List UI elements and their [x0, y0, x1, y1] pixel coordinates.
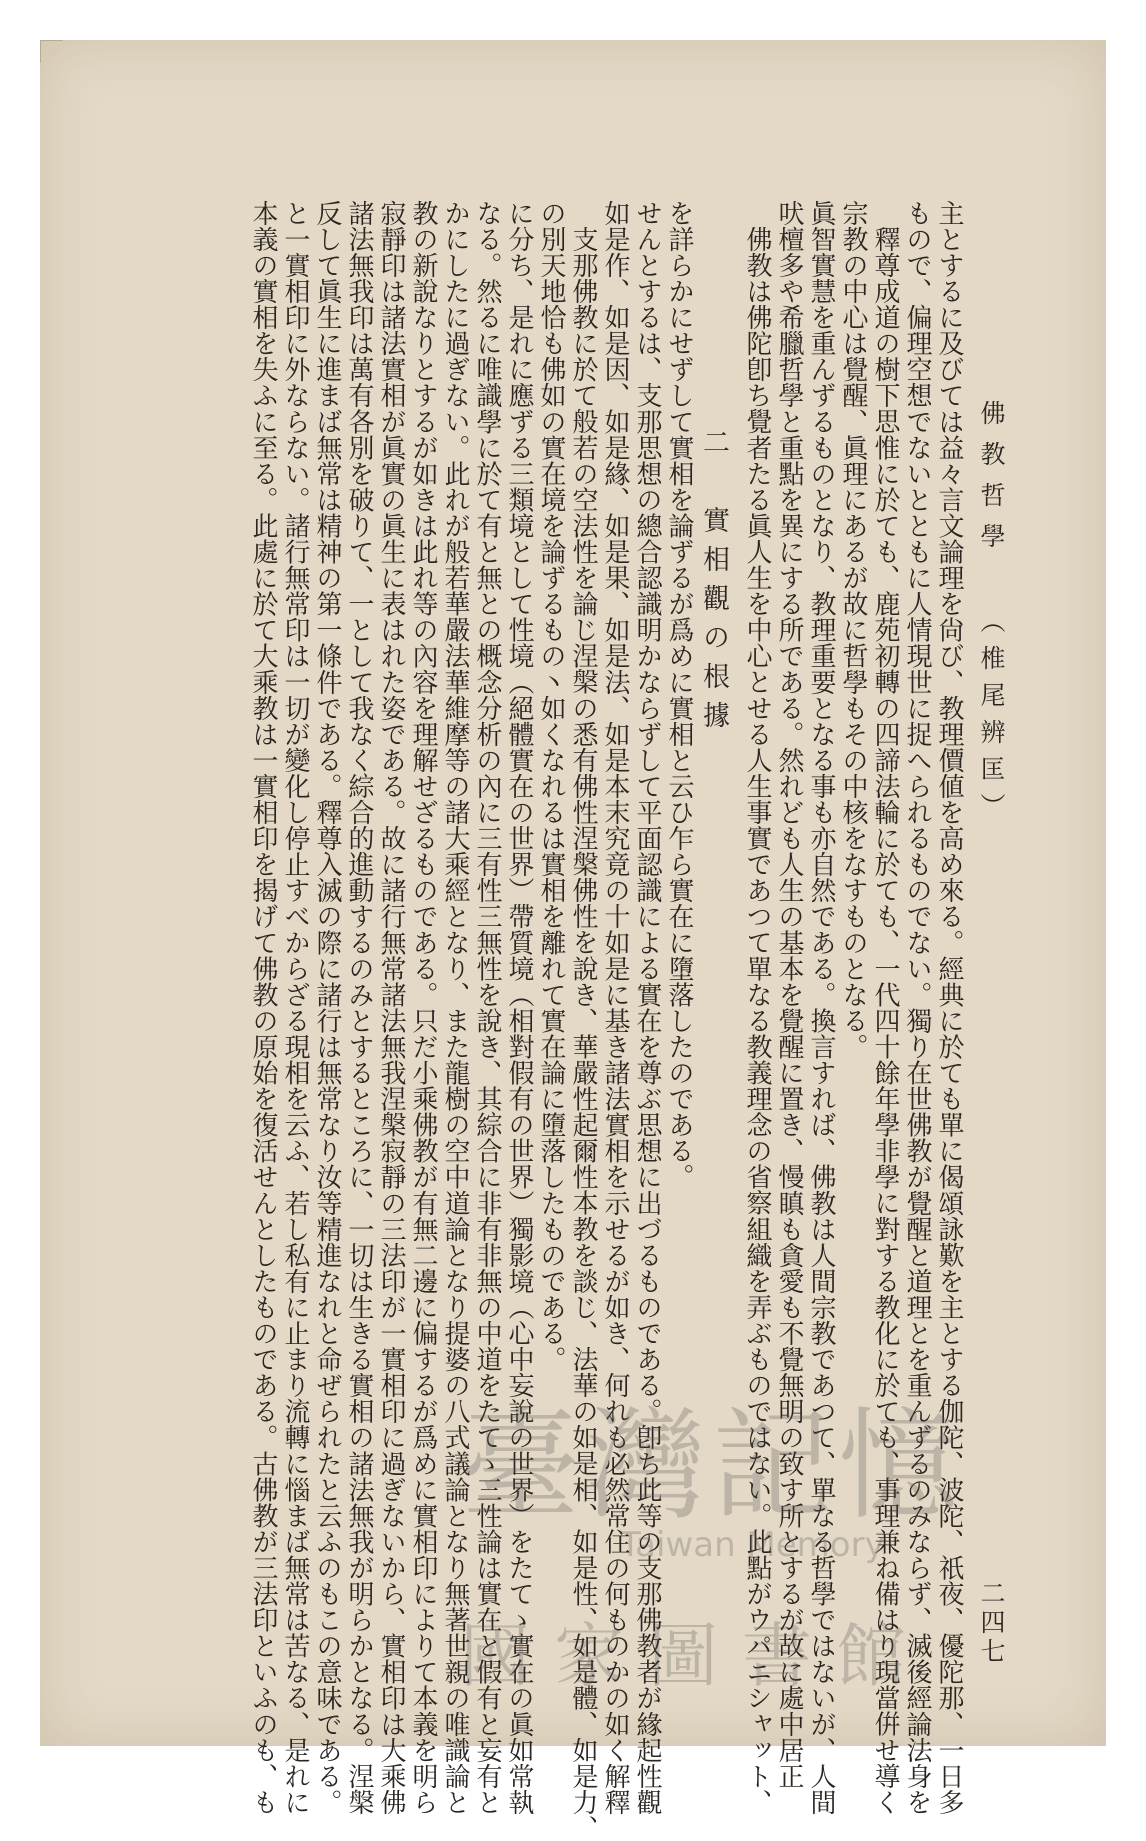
text-column: 諸法無我印は萬有各別を破りて、一として我なく綜合的進動するのみとするところに、一切は生きる實相の諸法無我が明らかとなる。涅槃	[344, 200, 374, 1816]
section-heading: 二 實相觀の根據	[698, 428, 729, 740]
text-column: に分ち、是れに應ずる三類境として性境（絕體實在の世界）帶質境（相對假有の世界）獨影境（心中妄說の世界）をたてゝ實在の眞如常執	[504, 200, 534, 1816]
book-title: 佛教哲學	[977, 400, 1006, 564]
text-column: なる。然るに唯識學に於て有と無との概念分析の內に三有性三無性を說き、其綜合に非有非無の中道をたてゝ三性論は實在と假有と妄有と	[472, 200, 502, 1816]
text-column: 反して眞生に進まば無常は精神の第一條件である。釋尊入滅の際に諸行は無常なり汝等精進なれと命ぜられたと云ふのもこの意味である。	[312, 200, 342, 1816]
text-column: と一實相印に外ならない。諸行無常印は一切が變化し停止すべからざる現相を云ふ、若し私有に止まり流轉に惱まば無常は苦なる、是れに	[280, 200, 310, 1816]
text-column: 吠檀多や希臘哲學と重點を異にする所である。然れども人生の基本を覺醒に置き、慢瞋も貪愛も不覺無明の致す所とするが故に處中居正	[774, 200, 804, 1790]
text-column: 宗教の中心は覺醒、眞理にあるが故に哲學もその中核をなすものとなる。	[838, 200, 868, 1060]
text-column: 支那佛教に於て般若の空法性を論じ涅槃の悉有佛性涅槃佛性を說き、華嚴性起爾性本教を談じ、法華の如是相、如是性、如是體、如是力、	[568, 226, 598, 1841]
text-column: 眞智實慧を重んずるものとなり、教理重要となる事も亦自然である。換言すれば、佛教は人間宗教であつて、單なる哲學ではないが、人間	[806, 200, 836, 1816]
text-column: 主とするに及びては益々言文論理を尙び、教理價値を高め來る。經典に於ても單に偈頌詠歎を主とする伽陀、波陀、祇夜、優陀那、一日多	[934, 200, 964, 1816]
text-column: の別天地恰も佛如の實在境を論ずるもの丶如くなれるは實相を離れて實在論に墮落したものである。	[536, 200, 566, 1373]
text-column: せんとするは、支那思想の總合認識明かならずして平面認識による實在を尊ぶ思想に出づるものである。卽ち此等の支那佛教者が緣起性觀	[632, 200, 662, 1816]
author-name: （椎尾辨匡）	[977, 608, 1006, 830]
corner-mark	[40, 40, 63, 63]
text-column: を詳らかにせずして實相を論ずるが爲めに實相と云ひ乍ら實在に墮落したのである。	[664, 200, 694, 1190]
text-column: 教の新說なりとするが如きは此れ等の內容を理解せざるものである。只だ小乘佛教が有無二邊に偏するが爲めに實相印によりて本義を明ら	[408, 200, 438, 1816]
text-column: 本義の實相を失ふに至る。此處に於て大乘教は一實相印を揭げて佛教の原始を復活せんとしたものである。古佛教が三法印といふのも、も	[248, 200, 278, 1816]
text-column: 釋尊成道の樹下思惟に於ても、鹿苑初轉の四諦法輪に於ても、一代四十餘年學非學に對する教化に於ても、事理兼ね備はり現當倂せ導く	[870, 226, 900, 1816]
watermark-latin: Taiwan Memory	[620, 1525, 885, 1565]
watermark-sub: 國家圖書館	[460, 1615, 930, 1697]
text-column: もので、偏理空想でないとともに人情現世に捉へられるものでない。獨り在世佛教が覺醒と道理とを重んずるのみならず、滅後經論法身を	[902, 200, 932, 1816]
book-page	[40, 40, 1106, 1841]
text-column: 佛教は佛陀卽ち覺者たる眞人生を中心とせる人生事實であつて單なる教義理念の省察組織を弄ぶものではない。此點がウパニシャット、	[742, 226, 772, 1816]
watermark-main: 臺灣記憶	[460, 1397, 964, 1536]
text-column: かにしたに過ぎない。此れが般若華嚴法華維摩等の諸大乘經となり、また龍樹の空中道論となり提婆の八式議論となり無著世親の唯識論と	[440, 200, 470, 1816]
text-column: 如是作、如是因、如是緣、如是果、如是法、如是本末究竟の十如是に基き諸法實相を示せるが如き、何れも必然常住の何ものかの如く解釋	[600, 200, 630, 1816]
page-number: 二四七	[977, 1580, 1006, 1667]
text-column: 寂靜印は諸法實相が眞實の眞生に表はれた姿である。故に諸行無常諸法無我涅槃寂靜の三法印が一實相印に過ぎないから、實相印は大乘佛	[376, 200, 406, 1816]
